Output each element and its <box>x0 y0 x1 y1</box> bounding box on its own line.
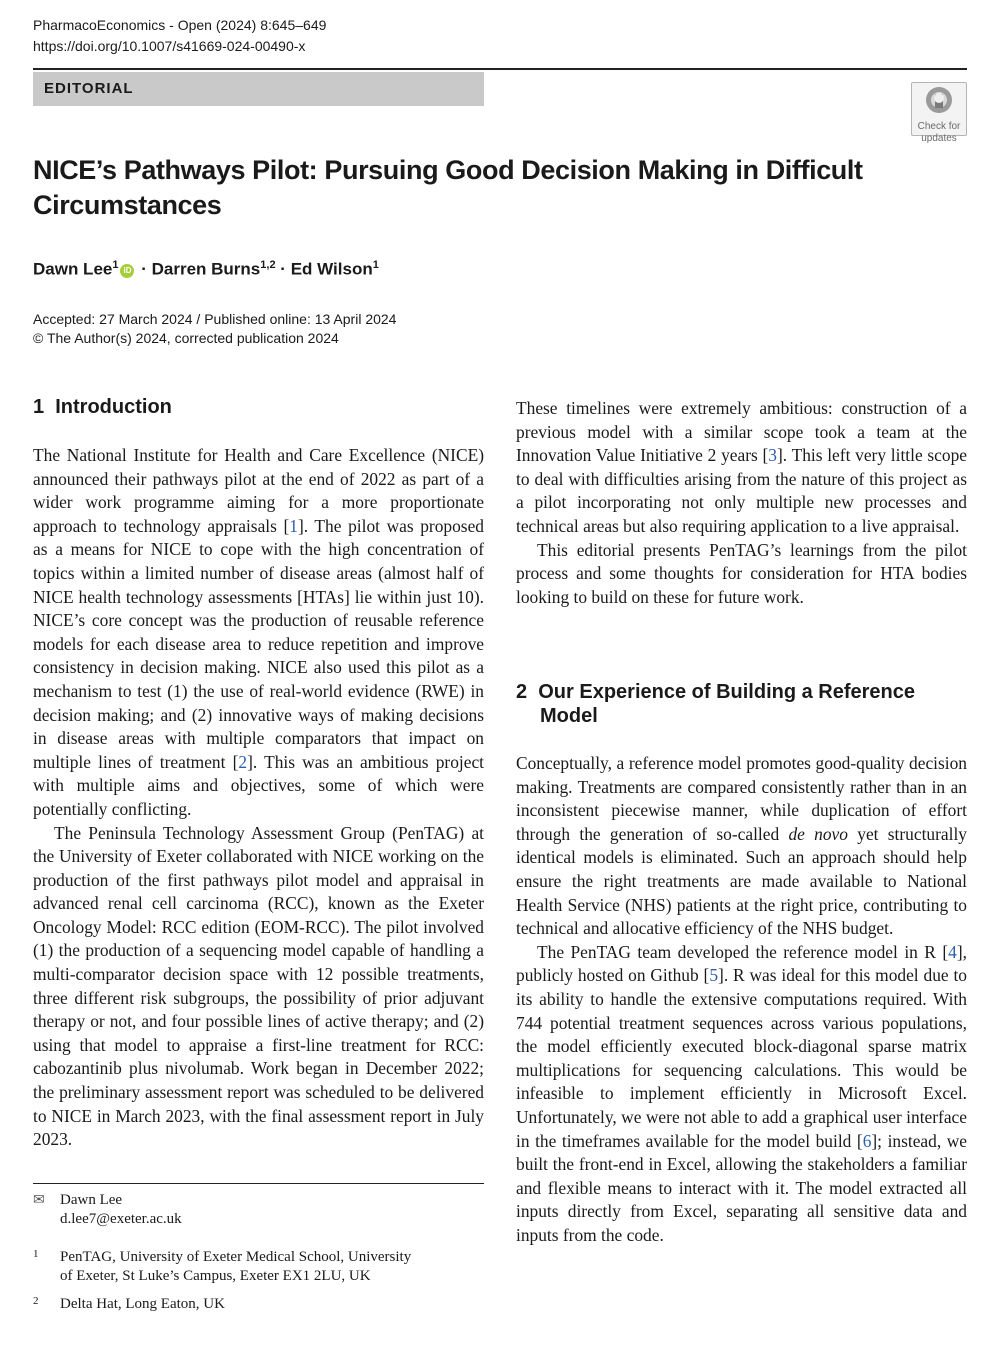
affiliation-1 <box>33 1248 484 1286</box>
journal-citation: PharmacoEconomics - Open (2024) 8:645–649 <box>33 17 327 33</box>
doi-link[interactable]: https://doi.org/10.1007/s41669-024-00490-x <box>33 38 306 54</box>
citation-link[interactable]: 4 <box>948 941 957 962</box>
section-2-heading <box>516 680 967 728</box>
citation-link[interactable]: 5 <box>709 965 719 986</box>
author-affiliation: 1,2 <box>260 259 276 271</box>
citation-link[interactable]: 1 <box>289 515 298 536</box>
author-list <box>33 253 379 282</box>
text-run: Conceptually, a reference model promotes good-quality decision making. Treatments are compared consistently rather than in an inconsistent piecewise manner, while duplication of effort through the generation of so-called <box>516 753 967 844</box>
affiliation-2 <box>33 1295 484 1314</box>
text-run: ]. The pilot was proposed as a means for NICE to cope with the high concentration of topics within a limited number of disease areas (almost half of NICE health technology assessments [HTAs] lie within just 10). NICE’s core concept was the production of reusable reference models for each disease area to reduce repetition and improve consistency in decision making. NICE also used this pilot as a mechanism to test (1) the use of real-world evidence (RWE) in decision making; and (2) innovative ways of making decisions in disease areas with multiple comparators that impact on multiple lines of treatment [ <box>33 515 484 772</box>
paragraph <box>33 444 484 822</box>
corresponding-author <box>33 1191 182 1229</box>
author-separator: · <box>141 259 147 279</box>
copyright-line: © The Author(s) 2024, corrected publication 2024 <box>33 330 339 346</box>
contact-name: Dawn Lee <box>60 1192 123 1208</box>
citation-link[interactable]: 6 <box>862 1130 872 1151</box>
orcid-icon[interactable]: iD <box>120 264 134 278</box>
publication-dates <box>33 310 396 348</box>
paragraph <box>516 941 967 1248</box>
author-separator: · <box>280 259 286 279</box>
text-run: The PenTAG team developed the reference model in R [ <box>537 941 949 962</box>
contact-email[interactable]: d.lee7@exeter.ac.uk <box>60 1211 182 1227</box>
badge-label-1: Check for <box>917 121 961 132</box>
header-rule <box>33 68 967 70</box>
affiliation-number: 2 <box>33 1295 39 1307</box>
crossmark-icon <box>924 85 954 115</box>
text-run: ]. This left very little scope to deal with difficulties arising from the nature of this project as a pilot incorporating not only multiple new processes and technical areas but also requiring application to a live appraisal. <box>516 445 967 536</box>
paragraph: This editorial presents PenTAG’s learnings from the pilot process and some thoughts for consideration for HTA bodies looking to build on these for future work. <box>516 539 967 607</box>
left-column-body <box>33 444 484 1152</box>
author-name[interactable]: Darren Burns <box>151 259 261 279</box>
paragraph <box>516 397 967 539</box>
section-number: 1 <box>33 396 45 418</box>
section-label: EDITORIAL <box>33 72 484 106</box>
text-run: ]. R was ideal for this model due to its ability to handle the extensive computations required. With 744 potential treatment sequences across various populations, the model efficiently executed block-diagonal sparse matrix multiplications for sequencing calculations. This would be infeasible to implement efficiently in Microsoft Excel. Unfortunately, we were not able to add a graphical user interface in the timeframes available for the model build [ <box>516 965 967 1151</box>
author-name[interactable]: Ed Wilson <box>290 259 373 279</box>
section-title: Introduction <box>55 396 172 418</box>
envelope-icon: ✉ <box>33 1193 45 1208</box>
right-column-body <box>516 397 967 609</box>
section-1-heading <box>33 395 172 419</box>
section-2-body <box>516 752 967 1247</box>
text-run: These timelines were extremely ambitious: construction of a previous model with a similar scope took a team at the Innovation Value Initiative 2 years [ <box>516 398 967 466</box>
author-affiliation: 1 <box>372 259 379 271</box>
affiliation-text: of Exeter, St Luke’s Campus, Exeter EX1 2LU, UK <box>60 1268 371 1284</box>
accepted-published-line: Accepted: 27 March 2024 / Published online: 13 April 2024 <box>33 311 397 327</box>
affiliation-text: PenTAG, University of Exeter Medical School, University <box>60 1249 412 1265</box>
affiliation-number: 1 <box>33 1248 39 1260</box>
author-name[interactable]: Dawn Lee <box>33 259 113 279</box>
affiliation-text: Delta Hat, Long Eaton, UK <box>60 1296 225 1312</box>
text-run: ], publicly hosted on Github [ <box>516 941 967 986</box>
text-run: yet structurally identical models is eliminated. Such an approach should help ensure the right treatments are made available to National Health Service (NHS) patients at the right price, contributing to technical and allocative efficiency of the NHS budget. <box>516 823 967 939</box>
check-for-updates-badge[interactable] <box>911 82 967 144</box>
text-run: ]. This was an ambitious project with multiple aims and objectives, some of which were potentially conflicting. <box>33 751 484 819</box>
paragraph: The Peninsula Technology Assessment Group (PenTAG) at the University of Exeter collaborated with NICE working on the production of the first pathways pilot model and appraisal in advanced renal cell carcinoma (RCC), known as the Exeter Oncology Model: RCC edition (EOM-RCC). The pilot involved (1) the production of a sequencing model capable of handling a multi-comparator decision space with 12 possible treatments, three different risk subgroups, the possibility of prior adjuvant therapy or not, and four possible lines of active therapy; and (2) using that model to appraise a first-line treatment for RCC: cabozantinib plus nivolumab. Work began in December 2022; the preliminary assessment report was scheduled to be delivered to NICE in March 2023, with the final assessment report in July 2023. <box>33 822 484 1150</box>
paragraph <box>516 752 967 941</box>
section-title-continued: Model <box>540 705 598 727</box>
footnote-rule <box>33 1183 484 1184</box>
author-affiliation: 1 <box>112 259 119 271</box>
text-run: ]; instead, we built the front-end in Excel, allowing the stakeholders a familiar and flexible means to interact with it. The model extracted all inputs directly from Excel, separating all sensitive data and inputs from the code. <box>516 1130 967 1245</box>
citation-link[interactable]: 2 <box>238 751 248 772</box>
badge-label-2: updates <box>921 133 957 144</box>
article-title: NICE’s Pathways Pilot: Pursuing Good Decision Making in Difficult Circumstances <box>33 155 863 220</box>
section-title: Our Experience of Building a Reference <box>538 681 916 703</box>
journal-header <box>33 15 326 57</box>
text-run: The National Institute for Health and Care Excellence (NICE) announced their pathways pilot at the end of 2022 as part of a wider work programme aiming for a more proportionate approach to technology appraisals [ <box>33 445 484 536</box>
emphasis: de novo <box>788 823 848 844</box>
citation-link[interactable]: 3 <box>768 445 777 466</box>
section-number: 2 <box>516 681 528 703</box>
